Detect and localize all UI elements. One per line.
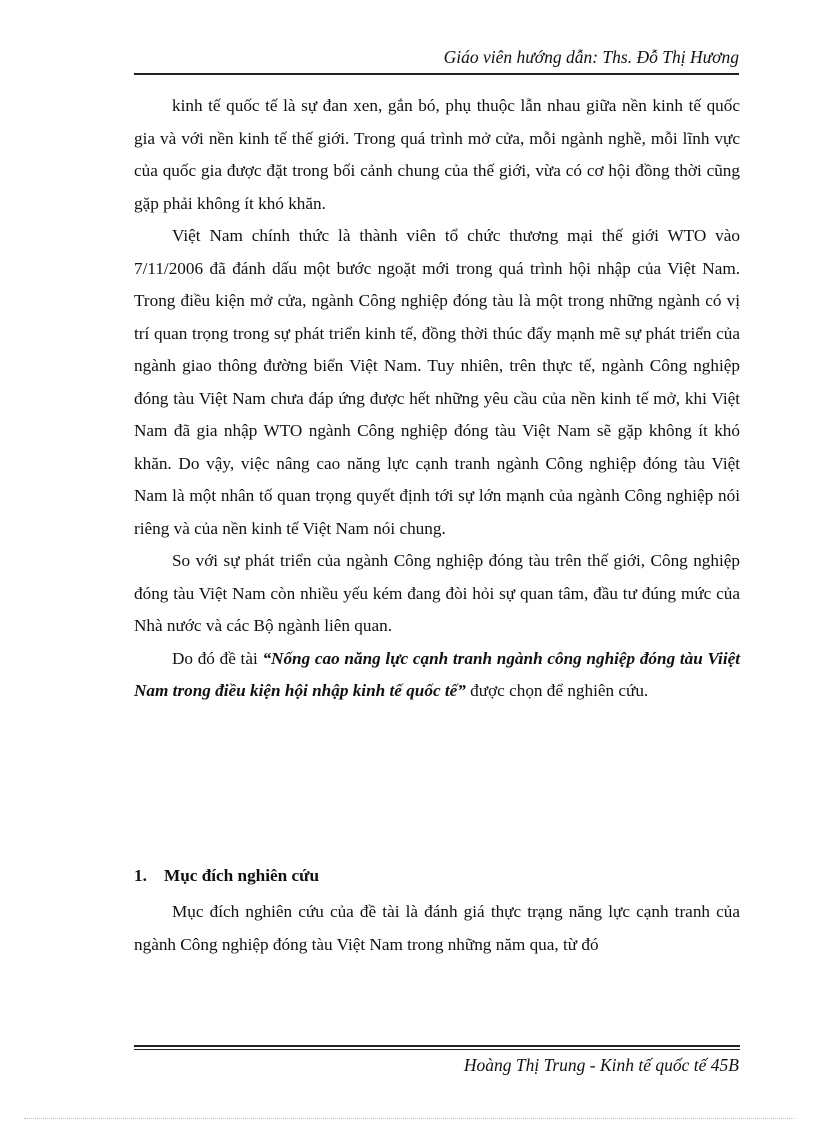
header-text: Giáo viên hướng dẫn: Ths. Đỗ Thị Hương <box>443 47 739 67</box>
footer-rule-thin <box>134 1049 740 1050</box>
section-heading <box>134 866 319 886</box>
paragraph-1: kinh tế quốc tế là sự đan xen, gắn bó, phụ thuộc lẫn nhau giữa nền kinh tế quốc gia và với nền kinh tế thế giới. Trong quá trình mở cửa, mỗi ngành nghề, mỗi lĩnh vực của quốc gia được đặt trong bối cảnh chung của thế giới, vừa có cơ hội đồng thời cũng gặp phải không ít khó khăn. <box>134 96 740 213</box>
footer-text: Hoàng Thị Trung - Kinh tế quốc tế 45B <box>463 1055 739 1075</box>
paragraph-4 <box>134 643 740 708</box>
section-body <box>134 896 740 961</box>
section-title: Mục đích nghiên cứu <box>164 866 319 885</box>
footer-rule-thick <box>134 1045 740 1047</box>
body-text <box>134 90 740 708</box>
page-header <box>134 47 739 75</box>
section-paragraph: Mục đích nghiên cứu của đề tài là đánh giá thực trạng năng lực cạnh tranh của ngành Công nghiệp đóng tàu Việt Nam trong những năm qua, từ đó <box>134 902 740 954</box>
paragraph-3: So với sự phát triển của ngành Công nghiệp đóng tàu trên thế giới, Công nghiệp đóng tàu Việt Nam còn nhiều yếu kém đang đòi hỏi sự quan tâm, đầu tư đúng mức của Nhà nước và các Bộ ngành liên quan. <box>134 551 740 635</box>
thesis-title: “Nống cao năng lực cạnh tranh ngành công nghiệp đóng tàu Viiệt Nam trong điều kiện hội nhập kinh tế quốc tế” <box>134 648 740 700</box>
paragraph-4-prefix: Do đó đề tài <box>172 648 263 668</box>
paragraph-2: Việt Nam chính thức là thành viên tổ chức thương mại thế giới WTO vào 7/11/2006 đã đánh dấu một bước ngoặt mới trong quá trình hội nhập của Việt Nam. Trong điều kiện mở cửa, ngành Công nghiệp đóng tàu là một trong những ngành có vị trí quan trọng trong sự phát triển kinh tế, đồng thời thúc đẩy mạnh mẽ sự phát triển của ngành giao thông đường biển Việt Nam. Tuy nhiên, trên thực tế, ngành Công nghiệp đóng tàu Việt Nam chưa đáp ứng được hết những yêu cầu của nền kinh tế mở, khi Việt Nam đã gia nhập WTO ngành Công nghiệp đóng tàu Việt Nam sẽ gặp không ít khó khăn. Do vậy, việc nâng cao năng lực cạnh tranh ngành Công nghiệp đóng tàu Việt Nam là một nhân tố quan trọng quyết định tới sự lớn mạnh của ngành Công nghiệp nói riêng và của nền kinh tế Việt Nam nói chung. <box>134 226 740 538</box>
page-boundary <box>24 1118 794 1119</box>
section-number: 1. <box>134 866 147 885</box>
paragraph-4-suffix: được chọn để nghiên cứu. <box>465 681 649 700</box>
